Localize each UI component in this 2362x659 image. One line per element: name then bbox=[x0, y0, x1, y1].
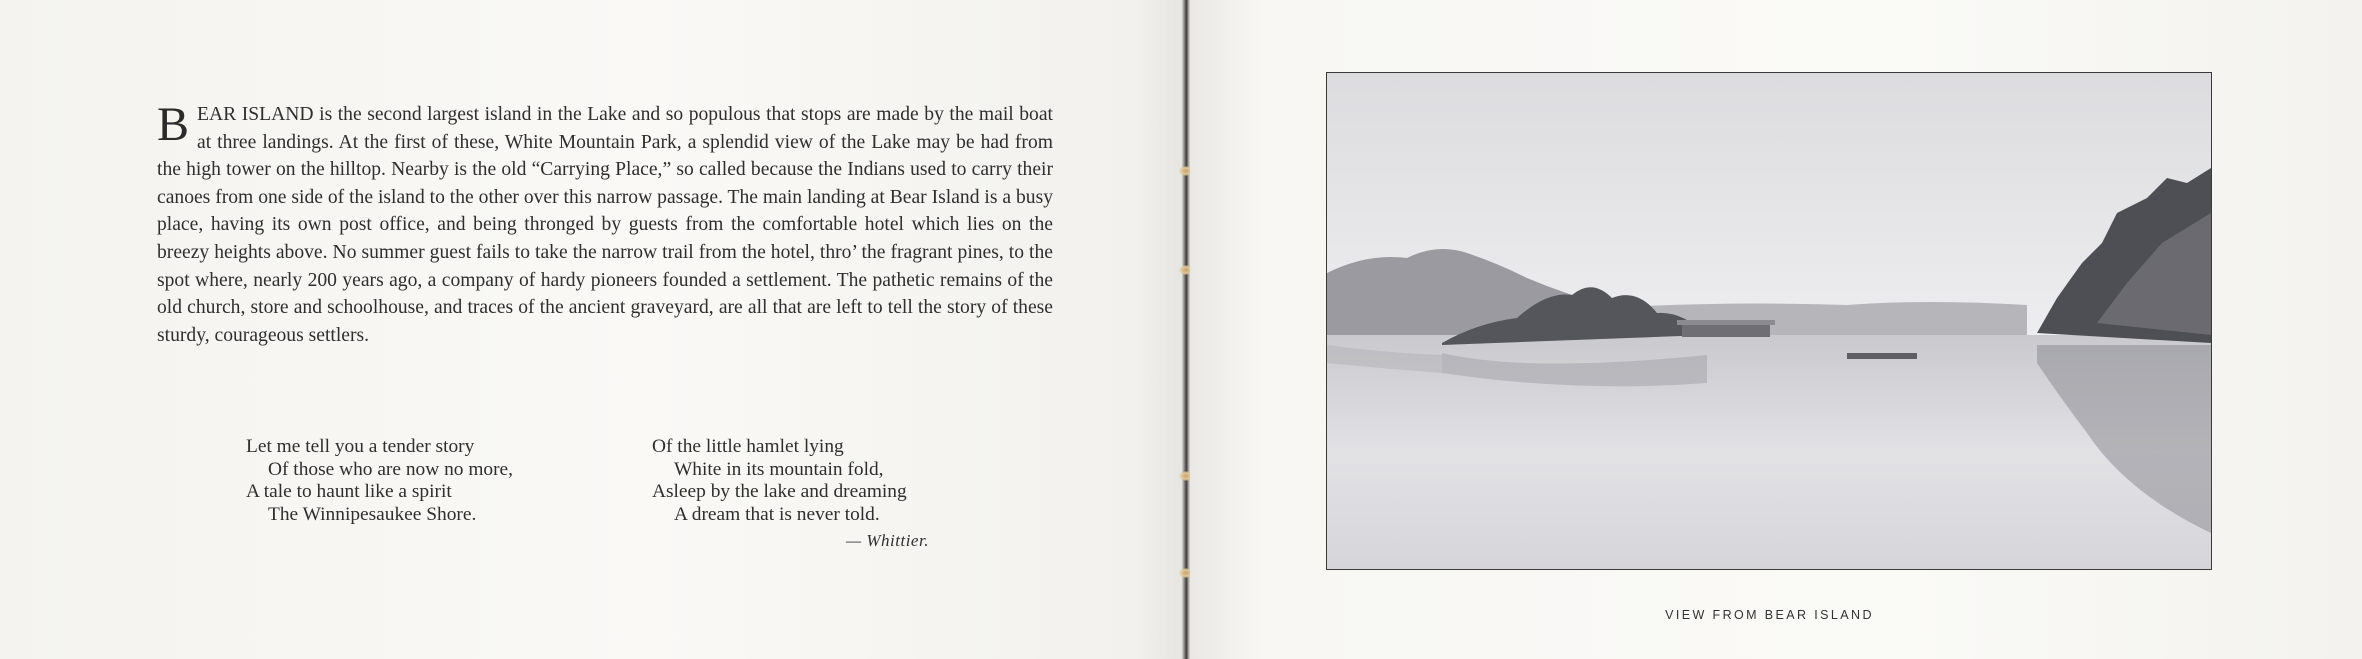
poem-line: Of the little hamlet lying bbox=[652, 436, 844, 457]
poem-line: Of those who are now no more, bbox=[268, 458, 514, 480]
poem-line: A tale to haunt like a spirit bbox=[246, 481, 452, 502]
poem-attribution: — Whittier. bbox=[846, 531, 929, 550]
lake-photograph bbox=[1326, 72, 2212, 570]
poem-stanza-1 bbox=[246, 436, 513, 526]
poem-line: Asleep by the lake and dreaming bbox=[652, 481, 907, 502]
drop-cap: B bbox=[157, 98, 190, 151]
book-gutter bbox=[1182, 0, 1190, 659]
poem-line: The Winnipesaukee Shore. bbox=[268, 503, 477, 525]
photo-caption: VIEW FROM BEAR ISLAND bbox=[1665, 608, 1874, 622]
body-text: EAR ISLAND is the second largest island in the Lake and so populous that stops are made by the mail boat at three landings. At the first of these, White Mountain Park, a splendid view of the Lake may be had from the high tower on the hilltop. Nearby is the old “Carrying Place,” so called because the Indians used to carry their canoes from one side of the island to the other over this narrow passage. The main landing at Bear Island is a busy place, having its own post office, and being thronged by guests from the comfortable hotel which lies on the breezy heights above. No summer guest fails to take the narrow trail from the hotel, thro’ the fragrant pines, to the spot where, nearly 200 years ago, a company of hardy pioneers founded a settlement. The pathetic remains of the old church, store and schoolhouse, and traces of the ancient graveyard, are all that are left to tell the story of these sturdy, courageous settlers. bbox=[157, 104, 1053, 346]
poem-line: White in its mountain fold, bbox=[674, 458, 884, 480]
poem-line: A dream that is never told. bbox=[674, 503, 880, 525]
lake-scene-image bbox=[1327, 73, 2211, 569]
body-paragraph bbox=[157, 98, 1053, 349]
poem-stanza-2 bbox=[652, 436, 907, 526]
poem-line: Let me tell you a tender story bbox=[246, 436, 475, 457]
